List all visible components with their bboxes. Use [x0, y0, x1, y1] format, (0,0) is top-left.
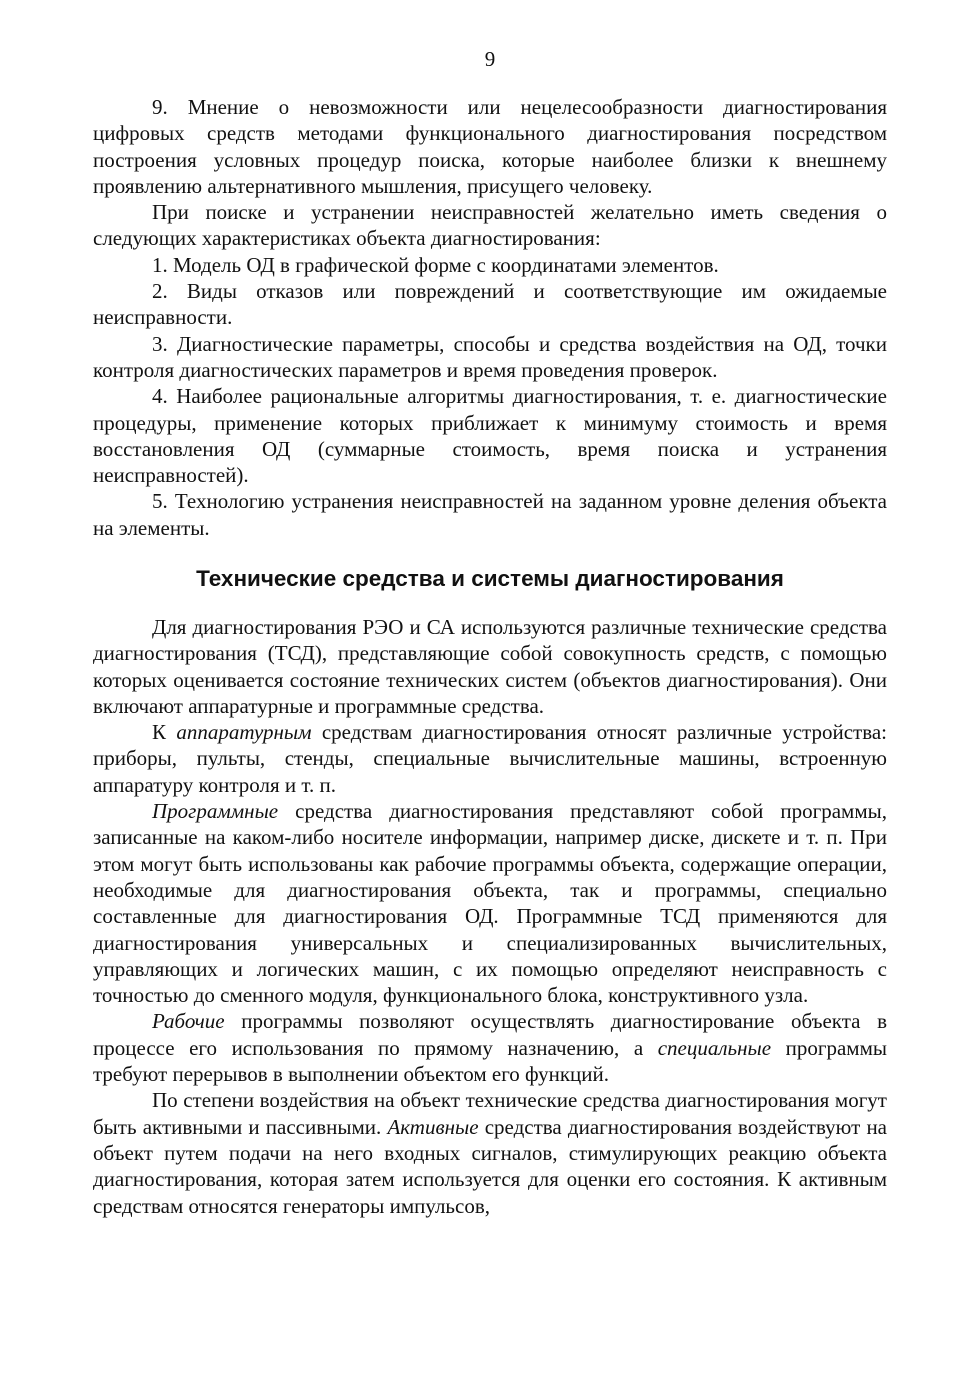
- list-item-1: 1. Модель ОД в графической форме с координатами элементов.: [152, 252, 719, 277]
- text-run: К: [152, 720, 177, 745]
- section-paragraph-4: [93, 1008, 887, 1087]
- paragraph-item-9: 9. Мнение о невозможности или нецелесообразности диагностирования цифровых средств методами функционального диагностирования посредством построения условных процедур поиска, которые наиболее близки к внешнему проявлению альтернативного мышления, присущего человеку.: [93, 95, 887, 198]
- section-paragraph-2: [93, 719, 887, 798]
- section-paragraph-5: [93, 1087, 887, 1218]
- emphasis-special: специальные: [657, 1035, 772, 1060]
- emphasis-active: Активные: [387, 1114, 479, 1139]
- emphasis-hardware: аппаратурным: [176, 720, 312, 745]
- text-run: средства диагностирования представляют собой программы, записанные на каком-либо носителе информации, например диске, дискете и т. п. При этом могут быть использованы как рабочие программы объекта, содержащие операции, необходимые для диагностирования объекта, так и программы, специально составленные для диагностирования ОД. Программные ТСД применяются для диагностирования универсальных и специализированных вычислительных, управляющих и логических машин, с их помощью определяют неисправность с точностью до сменного модуля, функционального блока, конструктивного узла.: [93, 799, 887, 1008]
- list-item-2: 2. Виды отказов или повреждений и соответствующие им ожидаемые неисправности.: [93, 279, 887, 330]
- paragraph-intro: При поиске и устранении неисправностей желательно иметь сведения о следующих характеристиках объекта диагностирования:: [93, 200, 887, 251]
- emphasis-working: Рабочие: [152, 1009, 225, 1034]
- text-run: средствам диагностирования относят различные устройства: приборы, пульты, стенды, специальные вычислительные машины, встроенную аппаратуру контроля и т. п.: [93, 720, 887, 797]
- section-paragraph-1: Для диагностирования РЭО и СА используются различные технические средства диагностирования (ТСД), представляющие собой совокупность средств, с помощью которых оценивается состояние технических систем (объектов диагностирования). Они включают аппаратурные и программные средства.: [93, 615, 887, 718]
- top-text-block: [93, 94, 887, 541]
- list-item-4: 4. Наиболее рациональные алгоритмы диагностирования, т. е. диагностические процедуры, применение которых приближает к минимуму стоимость и время восстановления ОД (суммарные стоимость, время поиска и устранения неисправностей).: [93, 384, 887, 488]
- text-run: средства диагностирования воздействуют на объект путем подачи на него входных сигналов, стимулирующих реакцию объекта диагностирования, которая затем используется для оценки его состояния. К активным средствам относятся генераторы импульсов,: [93, 1114, 888, 1218]
- section-heading: Технические средства и системы диагностирования: [196, 566, 784, 591]
- text-run: программы требуют перерывов в выполнении объектом его функций.: [93, 1035, 887, 1087]
- list-item-3: 3. Диагностические параметры, способы и средства воздействия на ОД, точки контроля диагностических параметров и время проведения проверок.: [93, 331, 887, 382]
- text-run: программы позволяют осуществлять диагностирование объекта в процессе его использования по прямому назначению, а: [93, 1009, 887, 1060]
- emphasis-software: Программные: [152, 799, 279, 824]
- list-item-5: 5. Технологию устранения неисправностей на заданном уровне деления объекта на элементы.: [93, 489, 887, 540]
- section-paragraph-3: [93, 798, 887, 1008]
- section-text-block: [93, 614, 887, 1219]
- page-number: 9: [484, 47, 496, 71]
- text-run: По степени воздействия на объект технические средства диагностирования могут быть активными и пассивными.: [93, 1088, 887, 1139]
